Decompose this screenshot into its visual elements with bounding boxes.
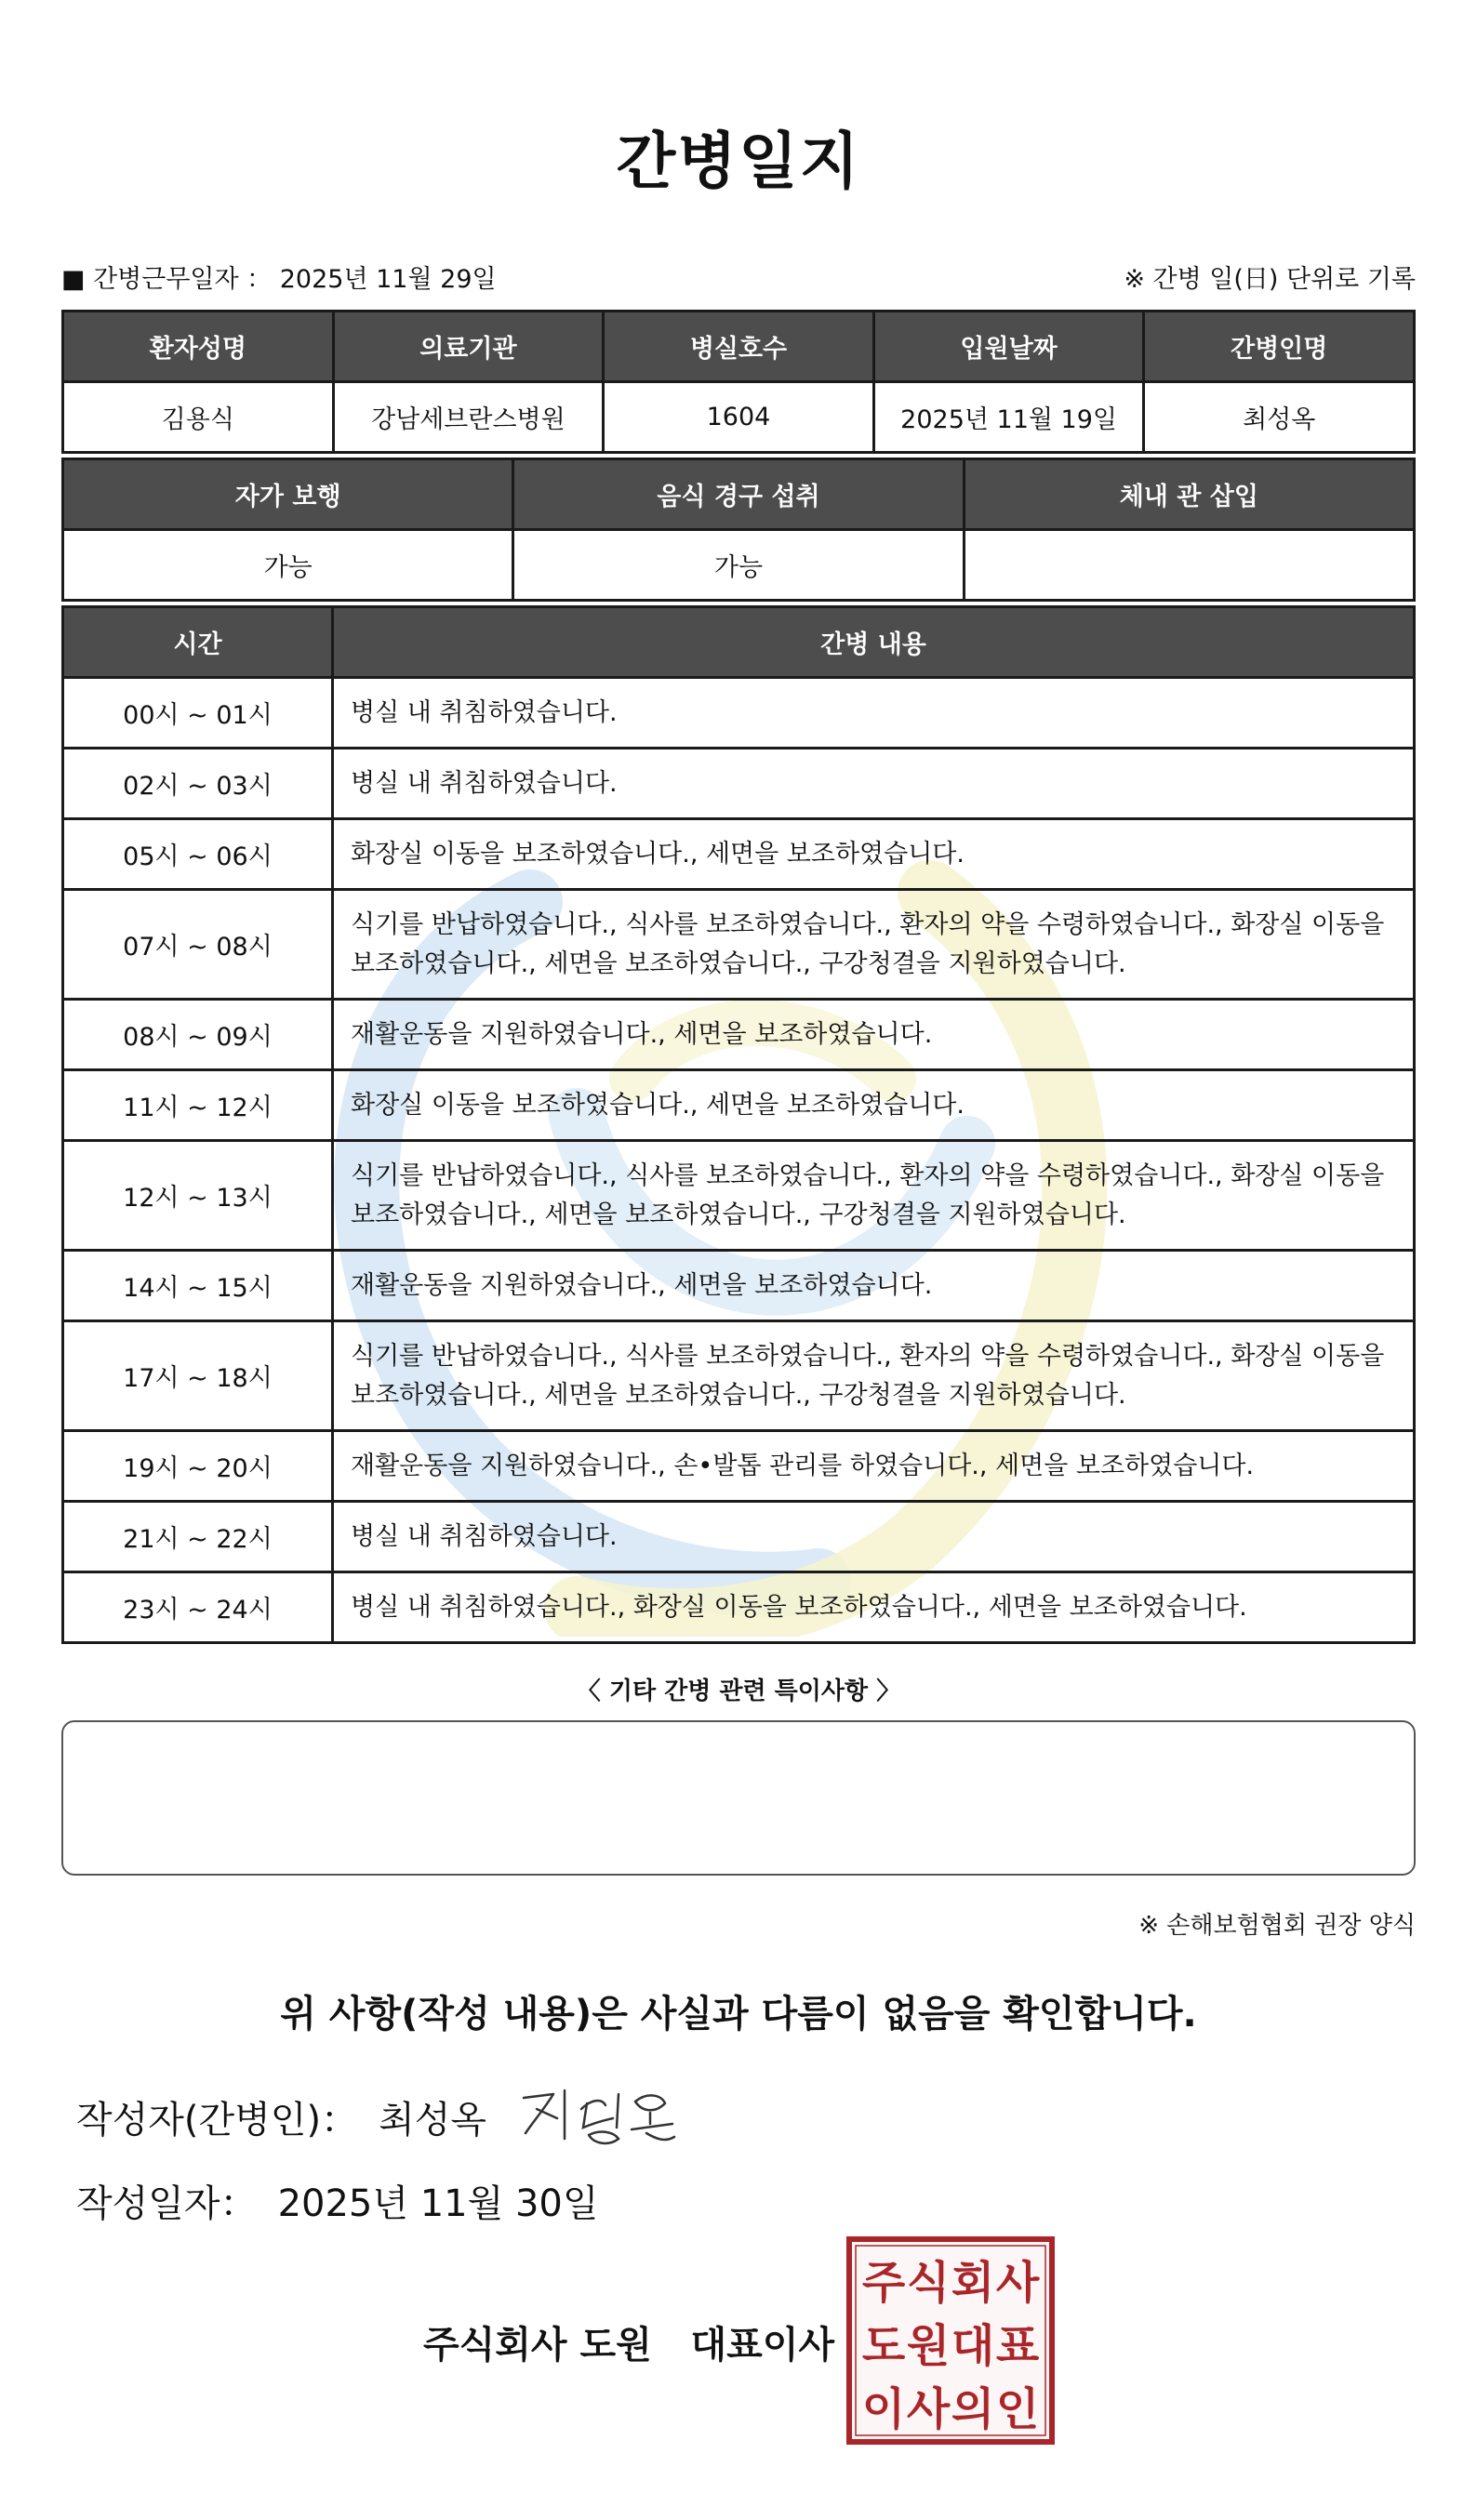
- patient-info-table: [61, 310, 1416, 454]
- log-time: 02시 ~ 03시: [63, 749, 333, 819]
- status-value-row: [63, 530, 1415, 601]
- patient-info-value-row: [63, 382, 1415, 453]
- header-hospital: 의료기관: [333, 312, 604, 382]
- self-walking-value: 가능: [63, 530, 513, 601]
- log-content: 화장실 이동을 보조하였습니다., 세면을 보조하였습니다.: [333, 1070, 1415, 1141]
- svg-text:사: 사: [995, 2257, 1040, 2309]
- work-date: ■ 간병근무일자 ： 2025년 11월 29일: [61, 265, 497, 294]
- log-time: 00시 ~ 01시: [63, 678, 333, 749]
- patient-status-table: [61, 458, 1416, 602]
- oral-intake-value: 가능: [513, 530, 964, 601]
- table-row: [63, 749, 1415, 819]
- log-time: 19시 ~ 20시: [63, 1431, 333, 1502]
- log-time: 07시 ~ 08시: [63, 890, 333, 1000]
- company-seal: [846, 2236, 1055, 2445]
- header-time: 시간: [63, 607, 333, 678]
- table-row: [63, 1251, 1415, 1321]
- log-content: 병실 내 취침하였습니다., 화장실 이동을 보조하였습니다., 세면을 보조하였습니다.: [333, 1572, 1415, 1643]
- header-oral-intake: 음식 경구 섭취: [513, 459, 964, 530]
- log-content: 병실 내 취침하였습니다.: [333, 1502, 1415, 1572]
- log-time: 14시 ~ 15시: [63, 1251, 333, 1321]
- log-time: 21시 ~ 22시: [63, 1502, 333, 1572]
- log-content: 병실 내 취침하였습니다.: [333, 678, 1415, 749]
- header-tube-insertion: 체내 관 삽입: [964, 459, 1414, 530]
- notes-box: [61, 1720, 1416, 1876]
- handwritten-signature: [516, 2081, 684, 2155]
- log-content: 식기를 반납하였습니다., 식사를 보조하였습니다., 환자의 약을 수령하였습니다., 화장실 이동을 보조하였습니다., 세면을 보조하였습니다., 구강청결을 지원하였습니다.: [333, 1321, 1415, 1431]
- source-note: ※ 손해보험협회 권장 양식: [1138, 1912, 1416, 1940]
- svg-text:원: 원: [906, 2320, 951, 2372]
- table-row: [63, 1141, 1415, 1251]
- table-row: [63, 1070, 1415, 1141]
- log-time: 17시 ~ 18시: [63, 1321, 333, 1431]
- svg-text:인: 인: [995, 2383, 1040, 2435]
- svg-text:이: 이: [861, 2383, 906, 2435]
- table-row: [63, 1572, 1415, 1643]
- patient-name: 김용식: [63, 382, 334, 453]
- log-time: 12시 ~ 13시: [63, 1141, 333, 1251]
- table-row: [63, 678, 1415, 749]
- patient-info-header-row: [63, 312, 1415, 382]
- written-date-value: 2025년 11월 30일: [277, 2182, 599, 2225]
- log-content: 식기를 반납하였습니다., 식사를 보조하였습니다., 환자의 약을 수령하였습니다., 화장실 이동을 보조하였습니다., 세면을 보조하였습니다., 구강청결을 지원하였습니다.: [333, 890, 1415, 1000]
- header-admission-date: 입원날짜: [873, 312, 1144, 382]
- svg-text:대: 대: [951, 2320, 995, 2372]
- header-self-walking: 자가 보행: [63, 459, 513, 530]
- room-number: 1604: [604, 382, 874, 453]
- log-content: 식기를 반납하였습니다., 식사를 보조하였습니다., 환자의 약을 수령하였습니다., 화장실 이동을 보조하였습니다., 세면을 보조하였습니다., 구강청결을 지원하였습니다.: [333, 1141, 1415, 1251]
- log-header-row: [63, 607, 1415, 678]
- table-row: [63, 1000, 1415, 1070]
- svg-text:의: 의: [951, 2383, 995, 2435]
- log-content: 화장실 이동을 보조하였습니다., 세면을 보조하였습니다.: [333, 819, 1415, 890]
- unit-note: ※ 간병 일(日) 단위로 기록: [1124, 265, 1416, 294]
- page-title: 간병일지: [616, 126, 861, 197]
- writer-row: [76, 2090, 486, 2143]
- table-row: [63, 890, 1415, 1000]
- company-signatory: 주식회사 도원 대표이사: [423, 2324, 835, 2367]
- care-log-table: [61, 605, 1416, 1644]
- table-row: [63, 1431, 1415, 1502]
- log-content: 재활운동을 지원하였습니다., 세면을 보조하였습니다.: [333, 1251, 1415, 1321]
- status-header-row: [63, 459, 1415, 530]
- written-date-label: 작성일자：: [76, 2182, 258, 2225]
- log-content: 병실 내 취침하였습니다.: [333, 749, 1415, 819]
- svg-text:식: 식: [906, 2257, 951, 2309]
- writer-name: 최성옥: [379, 2099, 486, 2142]
- svg-text:사: 사: [906, 2383, 951, 2435]
- log-time: 11시 ~ 12시: [63, 1070, 333, 1141]
- header-room-number: 병실호수: [604, 312, 874, 382]
- svg-text:회: 회: [951, 2257, 995, 2309]
- admission-date: 2025년 11월 19일: [873, 382, 1144, 453]
- table-row: [63, 819, 1415, 890]
- written-date-row: [76, 2174, 599, 2227]
- table-row: [63, 1321, 1415, 1431]
- confirmation-statement: 위 사항(작성 내용)은 사실과 다름이 없음을 확인합니다.: [280, 1993, 1197, 2036]
- log-content: 재활운동을 지원하였습니다., 세면을 보조하였습니다.: [333, 1000, 1415, 1070]
- hospital-name: 강남세브란스병원: [333, 382, 604, 453]
- svg-text:주: 주: [861, 2257, 906, 2309]
- log-content: 재활운동을 지원하였습니다., 손•발톱 관리를 하였습니다., 세면을 보조하였습니다.: [333, 1431, 1415, 1502]
- svg-text:도: 도: [861, 2320, 906, 2372]
- table-row: [63, 1502, 1415, 1572]
- log-time: 23시 ~ 24시: [63, 1572, 333, 1643]
- header-patient-name: 환자성명: [63, 312, 334, 382]
- log-time: 05시 ~ 06시: [63, 819, 333, 890]
- svg-text:표: 표: [995, 2320, 1040, 2372]
- header-caregiver-name: 간병인명: [1144, 312, 1415, 382]
- caregiver-name: 최성옥: [1144, 382, 1415, 453]
- tube-insertion-value: [964, 530, 1414, 601]
- writer-label: 작성자(간병인)：: [76, 2099, 359, 2142]
- notes-title: 〈 기타 간병 관련 특이사항 〉: [576, 1678, 901, 1705]
- log-time: 08시 ~ 09시: [63, 1000, 333, 1070]
- header-care-content: 간병 내용: [333, 607, 1415, 678]
